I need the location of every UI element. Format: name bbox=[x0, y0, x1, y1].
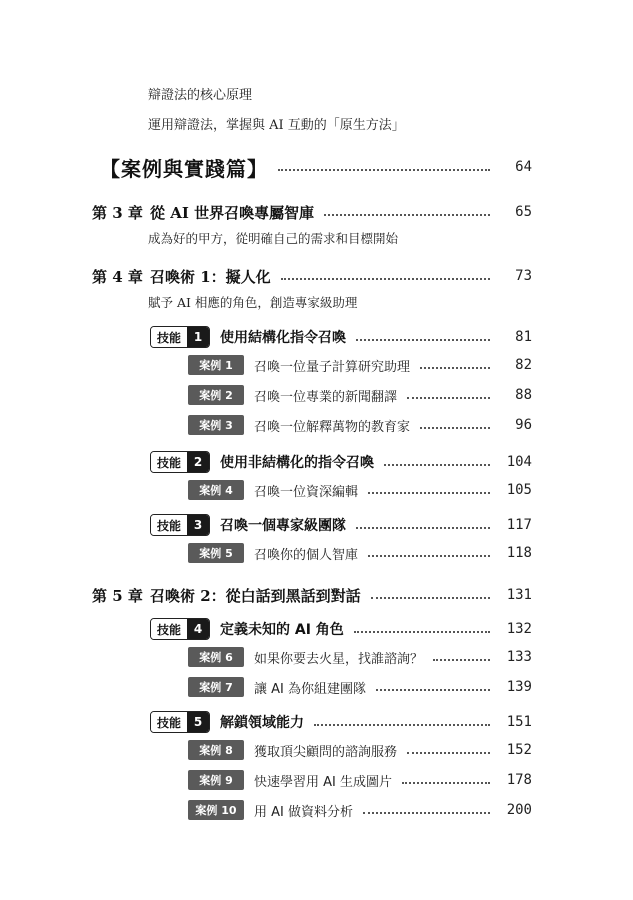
skill-label: 技能 bbox=[151, 327, 187, 347]
skill-badge bbox=[150, 451, 210, 473]
case-title: 召喚你的個人智庫 bbox=[254, 547, 359, 563]
toc-case-entry[interactable] bbox=[188, 414, 532, 436]
intro-line: 辯證法的核心原理 bbox=[148, 88, 253, 103]
dot-leader bbox=[324, 214, 490, 216]
toc-case-entry[interactable] bbox=[188, 739, 532, 761]
skill-badge bbox=[150, 711, 210, 733]
case-title: 如果你要去火星，找誰諮詢？ bbox=[254, 651, 424, 667]
dot-leader bbox=[420, 427, 490, 429]
page-number: 96 bbox=[515, 417, 532, 433]
skill-number: 2 bbox=[187, 452, 209, 472]
case-title: 快速學習用 AI 生成圖片 bbox=[254, 774, 392, 790]
skill-title: 使用結構化指令召喚 bbox=[220, 330, 347, 346]
case-title: 召喚一位專業的新聞翻譯 bbox=[254, 389, 398, 405]
dot-leader bbox=[354, 631, 490, 633]
case-title: 召喚一位資深編輯 bbox=[254, 484, 359, 500]
toc-chapter-entry[interactable] bbox=[92, 265, 532, 287]
toc-case-entry[interactable] bbox=[188, 479, 532, 501]
page-number: 65 bbox=[515, 204, 532, 220]
skill-number: 1 bbox=[187, 327, 209, 347]
page-number: 131 bbox=[506, 587, 532, 603]
toc-skill-entry[interactable] bbox=[150, 325, 532, 349]
dot-leader bbox=[420, 367, 490, 369]
case-title: 召喚一位解釋萬物的教育家 bbox=[254, 419, 411, 435]
skill-number: 4 bbox=[187, 619, 209, 639]
skill-badge bbox=[150, 618, 210, 640]
skill-title: 召喚一個專家級團隊 bbox=[220, 518, 347, 534]
skill-label: 技能 bbox=[151, 515, 187, 535]
chapter-subtitle: 成為好的甲方，從明確自己的需求和目標開始 bbox=[148, 231, 399, 246]
toc-skill-entry[interactable] bbox=[150, 617, 532, 641]
page-number: 105 bbox=[506, 482, 532, 498]
dot-leader bbox=[407, 397, 490, 399]
page-number: 132 bbox=[506, 621, 532, 637]
part-title: 【案例與實踐篇】 bbox=[100, 156, 268, 181]
skill-badge bbox=[150, 514, 210, 536]
page-number: 151 bbox=[506, 714, 532, 730]
page-number: 117 bbox=[506, 517, 532, 533]
case-title: 用 AI 做資料分析 bbox=[254, 804, 353, 820]
toc-part-entry[interactable] bbox=[100, 153, 532, 181]
dot-leader bbox=[356, 527, 490, 529]
page-number: 81 bbox=[515, 329, 532, 345]
dot-leader bbox=[407, 752, 490, 754]
page-number: 104 bbox=[506, 454, 532, 470]
case-badge: 案例 9 bbox=[188, 770, 244, 790]
page-number: 152 bbox=[506, 742, 532, 758]
dot-leader bbox=[376, 689, 490, 691]
toc-case-entry[interactable] bbox=[188, 354, 532, 376]
page-number: 178 bbox=[506, 772, 532, 788]
case-badge: 案例 4 bbox=[188, 480, 244, 500]
chapter-number: 第 4 章 bbox=[92, 267, 143, 286]
toc-case-entry[interactable] bbox=[188, 646, 532, 668]
dot-leader bbox=[278, 169, 490, 171]
toc-chapter-entry[interactable] bbox=[92, 584, 532, 606]
skill-label: 技能 bbox=[151, 712, 187, 732]
chapter-number: 第 3 章 bbox=[92, 203, 143, 222]
chapter-title: 從 AI 世界召喚專屬智庫 bbox=[150, 203, 315, 222]
dot-leader bbox=[402, 782, 490, 784]
chapter-number: 第 5 章 bbox=[92, 586, 143, 605]
page-number: 118 bbox=[506, 545, 532, 561]
toc-case-entry[interactable] bbox=[188, 384, 532, 406]
toc-case-entry[interactable] bbox=[188, 676, 532, 698]
skill-badge bbox=[150, 326, 210, 348]
dot-leader bbox=[384, 464, 490, 466]
page-number: 139 bbox=[506, 679, 532, 695]
dot-leader bbox=[433, 659, 490, 661]
dot-leader bbox=[314, 724, 490, 726]
toc-skill-entry[interactable] bbox=[150, 513, 532, 537]
page-number: 73 bbox=[515, 268, 532, 284]
case-badge: 案例 3 bbox=[188, 415, 244, 435]
dot-leader bbox=[368, 492, 490, 494]
case-badge: 案例 2 bbox=[188, 385, 244, 405]
toc-case-entry[interactable] bbox=[188, 769, 532, 791]
intro-line: 運用辯證法，掌握與 AI 互動的「原生方法」 bbox=[148, 118, 405, 133]
page-number: 200 bbox=[506, 802, 532, 818]
skill-label: 技能 bbox=[151, 619, 187, 639]
skill-number: 5 bbox=[187, 712, 209, 732]
case-badge: 案例 10 bbox=[188, 800, 244, 820]
skill-title: 使用非結構化的指令召喚 bbox=[220, 455, 375, 471]
case-badge: 案例 6 bbox=[188, 647, 244, 667]
toc-chapter-entry[interactable] bbox=[92, 201, 532, 223]
page-number: 64 bbox=[515, 159, 532, 175]
dot-leader bbox=[363, 812, 490, 814]
skill-label: 技能 bbox=[151, 452, 187, 472]
toc-skill-entry[interactable] bbox=[150, 450, 532, 474]
case-title: 召喚一位量子計算研究助理 bbox=[254, 359, 411, 375]
skill-number: 3 bbox=[187, 515, 209, 535]
case-title: 讓 AI 為你組建團隊 bbox=[254, 681, 366, 697]
toc-skill-entry[interactable] bbox=[150, 710, 532, 734]
skill-title: 解鎖領域能力 bbox=[220, 715, 305, 731]
skill-title: 定義未知的 AI 角色 bbox=[220, 622, 344, 638]
page-number: 88 bbox=[515, 387, 532, 403]
dot-leader bbox=[371, 597, 490, 599]
case-badge: 案例 7 bbox=[188, 677, 244, 697]
chapter-title: 召喚術 1：擬人化 bbox=[150, 267, 271, 286]
toc-case-entry[interactable] bbox=[188, 542, 532, 564]
toc-case-entry[interactable] bbox=[188, 799, 532, 821]
case-badge: 案例 1 bbox=[188, 355, 244, 375]
dot-leader bbox=[368, 555, 490, 557]
case-badge: 案例 8 bbox=[188, 740, 244, 760]
case-badge: 案例 5 bbox=[188, 543, 244, 563]
dot-leader bbox=[356, 339, 490, 341]
dot-leader bbox=[281, 278, 490, 280]
page-number: 133 bbox=[506, 649, 532, 665]
chapter-title: 召喚術 2：從白話到黑話到對話 bbox=[150, 586, 361, 605]
chapter-subtitle: 賦予 AI 相應的角色，創造專家級助理 bbox=[148, 295, 358, 310]
case-title: 獲取頂尖顧問的諮詢服務 bbox=[254, 744, 398, 760]
page-number: 82 bbox=[515, 357, 532, 373]
